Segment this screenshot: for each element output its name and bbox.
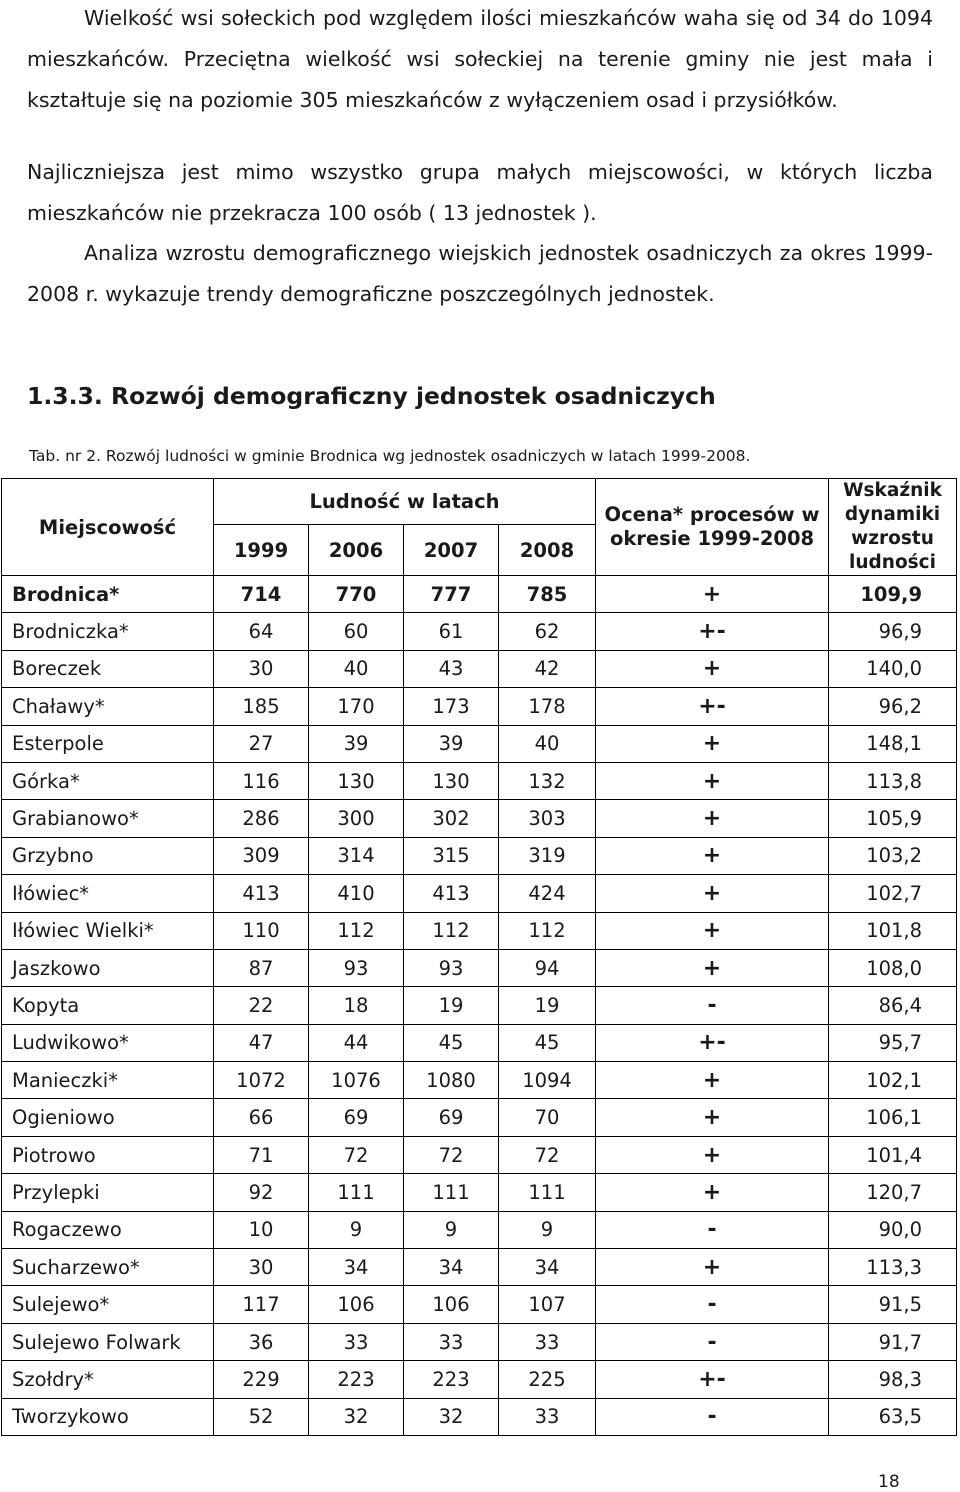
cell-2008: 112 (499, 912, 596, 949)
cell-place: Sulejewo* (2, 1286, 214, 1323)
cell-place: Grabianowo* (2, 800, 214, 837)
cell-place: Przylepki (2, 1174, 214, 1211)
header-miejscowosc: Miejscowość (2, 479, 214, 576)
cell-place: Esterpole (2, 725, 214, 762)
cell-growth-index: 102,1 (829, 1062, 957, 1099)
table-row (2, 613, 957, 650)
table-body (2, 576, 957, 1436)
cell-2007: 32 (404, 1398, 499, 1435)
cell-2007: 106 (404, 1286, 499, 1323)
cell-growth-index: 86,4 (829, 987, 957, 1024)
cell-growth-index: 98,3 (829, 1361, 957, 1398)
cell-2008: 33 (499, 1398, 596, 1435)
cell-growth-index: 120,7 (829, 1174, 957, 1211)
cell-place: Chaławy* (2, 688, 214, 725)
cell-assessment: - (596, 987, 829, 1024)
cell-1999: 47 (214, 1024, 309, 1061)
table-row (2, 1249, 957, 1286)
cell-2007: 315 (404, 837, 499, 874)
table-row (2, 1211, 957, 1248)
cell-growth-index: 91,7 (829, 1323, 957, 1360)
cell-growth-index: 102,7 (829, 875, 957, 912)
cell-2007: 413 (404, 875, 499, 912)
cell-1999: 71 (214, 1136, 309, 1173)
cell-place: Boreczek (2, 650, 214, 687)
cell-growth-index: 105,9 (829, 800, 957, 837)
table-row (2, 800, 957, 837)
paragraph-intro: Wielkość wsi sołeckich pod względem ilości mieszkańców waha się od 34 do 1094 mieszkańców. Przeciętna wielkość wsi sołeckiej na terenie gminy nie jest mała i kształtuje się na poziomie 305 mieszkańców z wyłączeniem osad i przysiółków. (27, 6, 933, 112)
cell-place: Ludwikowo* (2, 1024, 214, 1061)
table-row (2, 1323, 957, 1360)
cell-1999: 27 (214, 725, 309, 762)
cell-2007: 223 (404, 1361, 499, 1398)
cell-place: Ogieniowo (2, 1099, 214, 1136)
cell-2008: 62 (499, 613, 596, 650)
paragraph-analysis: Analiza wzrostu demograficznego wiejskich jednostek osadniczych za okres 1999-2008 r. wykazuje trendy demograficzne poszczególnych jednostek. (27, 241, 933, 306)
cell-2008: 319 (499, 837, 596, 874)
cell-2006: 223 (309, 1361, 404, 1398)
cell-assessment: + (596, 800, 829, 837)
cell-1999: 1072 (214, 1062, 309, 1099)
cell-2006: 18 (309, 987, 404, 1024)
table-row (2, 1174, 957, 1211)
cell-assessment: + (596, 1136, 829, 1173)
cell-place: Rogaczewo (2, 1211, 214, 1248)
cell-assessment: + (596, 1174, 829, 1211)
cell-2006: 39 (309, 725, 404, 762)
cell-2007: 1080 (404, 1062, 499, 1099)
cell-2006: 1076 (309, 1062, 404, 1099)
cell-assessment: + (596, 1062, 829, 1099)
cell-place: Sulejewo Folwark (2, 1323, 214, 1360)
cell-place: Brodnica* (2, 576, 214, 613)
cell-1999: 64 (214, 613, 309, 650)
cell-2006: 111 (309, 1174, 404, 1211)
cell-2006: 72 (309, 1136, 404, 1173)
cell-1999: 185 (214, 688, 309, 725)
cell-place: Górka* (2, 762, 214, 799)
cell-assessment: +- (596, 1024, 829, 1061)
cell-1999: 714 (214, 576, 309, 613)
table-row (2, 912, 957, 949)
cell-1999: 10 (214, 1211, 309, 1248)
cell-1999: 52 (214, 1398, 309, 1435)
cell-2008: 111 (499, 1174, 596, 1211)
cell-place: Jaszkowo (2, 949, 214, 986)
cell-2006: 130 (309, 762, 404, 799)
table-row (2, 725, 957, 762)
cell-2008: 132 (499, 762, 596, 799)
cell-growth-index: 96,9 (829, 613, 957, 650)
cell-2006: 40 (309, 650, 404, 687)
cell-1999: 22 (214, 987, 309, 1024)
cell-growth-index: 96,2 (829, 688, 957, 725)
table-row (2, 1099, 957, 1136)
cell-growth-index: 90,0 (829, 1211, 957, 1248)
cell-growth-index: 106,1 (829, 1099, 957, 1136)
cell-2008: 785 (499, 576, 596, 613)
table-row (2, 987, 957, 1024)
cell-1999: 117 (214, 1286, 309, 1323)
cell-assessment: + (596, 576, 829, 613)
cell-1999: 30 (214, 650, 309, 687)
cell-2006: 112 (309, 912, 404, 949)
cell-2007: 173 (404, 688, 499, 725)
cell-assessment: + (596, 1249, 829, 1286)
cell-growth-index: 103,2 (829, 837, 957, 874)
cell-2007: 130 (404, 762, 499, 799)
cell-2008: 70 (499, 1099, 596, 1136)
cell-2006: 410 (309, 875, 404, 912)
cell-2007: 111 (404, 1174, 499, 1211)
table-row (2, 837, 957, 874)
cell-growth-index: 101,4 (829, 1136, 957, 1173)
cell-2007: 112 (404, 912, 499, 949)
cell-place: Tworzykowo (2, 1398, 214, 1435)
header-year: 2007 (404, 525, 499, 576)
cell-place: Manieczki* (2, 1062, 214, 1099)
cell-2008: 42 (499, 650, 596, 687)
table-row (2, 1286, 957, 1323)
section-heading: 1.3.3. Rozwój demograficzny jednostek osadniczych (27, 382, 716, 410)
table-caption: Tab. nr 2. Rozwój ludności w gminie Brodnica wg jednostek osadniczych w latach 1999-2008. (29, 447, 751, 465)
cell-growth-index: 91,5 (829, 1286, 957, 1323)
cell-2008: 1094 (499, 1062, 596, 1099)
population-table (1, 478, 957, 1436)
cell-assessment: + (596, 762, 829, 799)
cell-2006: 33 (309, 1323, 404, 1360)
table-row (2, 1024, 957, 1061)
cell-1999: 116 (214, 762, 309, 799)
cell-growth-index: 148,1 (829, 725, 957, 762)
cell-place: Sucharzewo* (2, 1249, 214, 1286)
cell-1999: 286 (214, 800, 309, 837)
cell-assessment: + (596, 1099, 829, 1136)
cell-1999: 413 (214, 875, 309, 912)
cell-2007: 33 (404, 1323, 499, 1360)
cell-2006: 60 (309, 613, 404, 650)
cell-place: Grzybno (2, 837, 214, 874)
cell-2007: 19 (404, 987, 499, 1024)
cell-2008: 33 (499, 1323, 596, 1360)
cell-growth-index: 108,0 (829, 949, 957, 986)
header-year: 2008 (499, 525, 596, 576)
cell-assessment: - (596, 1286, 829, 1323)
page-number: 18 (878, 1472, 900, 1492)
cell-assessment: - (596, 1398, 829, 1435)
cell-1999: 87 (214, 949, 309, 986)
cell-2006: 44 (309, 1024, 404, 1061)
cell-2008: 107 (499, 1286, 596, 1323)
cell-2006: 93 (309, 949, 404, 986)
cell-assessment: +- (596, 688, 829, 725)
cell-2007: 9 (404, 1211, 499, 1248)
cell-2006: 106 (309, 1286, 404, 1323)
cell-2008: 424 (499, 875, 596, 912)
cell-growth-index: 63,5 (829, 1398, 957, 1435)
cell-assessment: + (596, 725, 829, 762)
table-row (2, 1062, 957, 1099)
cell-growth-index: 113,8 (829, 762, 957, 799)
table-row (2, 1398, 957, 1435)
cell-assessment: +- (596, 1361, 829, 1398)
header-year: 2006 (309, 525, 404, 576)
header-year: 1999 (214, 525, 309, 576)
cell-2008: 9 (499, 1211, 596, 1248)
cell-place: Iłówiec* (2, 875, 214, 912)
cell-assessment: - (596, 1323, 829, 1360)
table-row (2, 762, 957, 799)
cell-growth-index: 109,9 (829, 576, 957, 613)
cell-2007: 39 (404, 725, 499, 762)
cell-2008: 34 (499, 1249, 596, 1286)
cell-2007: 69 (404, 1099, 499, 1136)
table-row (2, 949, 957, 986)
cell-place: Kopyta (2, 987, 214, 1024)
cell-growth-index: 140,0 (829, 650, 957, 687)
cell-2008: 94 (499, 949, 596, 986)
table-row (2, 650, 957, 687)
cell-1999: 30 (214, 1249, 309, 1286)
cell-2006: 300 (309, 800, 404, 837)
cell-2007: 302 (404, 800, 499, 837)
table-row (2, 1136, 957, 1173)
header-wskaznik: Wskaźnik dynamiki wzrostu ludności (829, 479, 957, 576)
cell-place: Brodniczka* (2, 613, 214, 650)
table-row (2, 1361, 957, 1398)
table-row (2, 688, 957, 725)
cell-2007: 777 (404, 576, 499, 613)
cell-2008: 19 (499, 987, 596, 1024)
cell-2006: 9 (309, 1211, 404, 1248)
cell-place: Piotrowo (2, 1136, 214, 1173)
cell-2007: 45 (404, 1024, 499, 1061)
cell-assessment: - (596, 1211, 829, 1248)
header-ocena: Ocena* procesów w okresie 1999-2008 (596, 479, 829, 576)
cell-assessment: + (596, 912, 829, 949)
cell-place: Iłówiec Wielki* (2, 912, 214, 949)
cell-1999: 309 (214, 837, 309, 874)
cell-2008: 72 (499, 1136, 596, 1173)
cell-2006: 170 (309, 688, 404, 725)
cell-2008: 178 (499, 688, 596, 725)
table-row (2, 576, 957, 613)
cell-2008: 303 (499, 800, 596, 837)
cell-2008: 45 (499, 1024, 596, 1061)
cell-assessment: +- (596, 613, 829, 650)
cell-2007: 72 (404, 1136, 499, 1173)
cell-1999: 66 (214, 1099, 309, 1136)
cell-growth-index: 113,3 (829, 1249, 957, 1286)
table-row (2, 875, 957, 912)
cell-2008: 225 (499, 1361, 596, 1398)
cell-assessment: + (596, 650, 829, 687)
cell-2007: 61 (404, 613, 499, 650)
cell-assessment: + (596, 949, 829, 986)
cell-2007: 34 (404, 1249, 499, 1286)
cell-2006: 770 (309, 576, 404, 613)
cell-2006: 32 (309, 1398, 404, 1435)
cell-2006: 69 (309, 1099, 404, 1136)
cell-2006: 314 (309, 837, 404, 874)
cell-growth-index: 101,8 (829, 912, 957, 949)
cell-1999: 92 (214, 1174, 309, 1211)
cell-1999: 36 (214, 1323, 309, 1360)
cell-growth-index: 95,7 (829, 1024, 957, 1061)
cell-2007: 93 (404, 949, 499, 986)
cell-2007: 43 (404, 650, 499, 687)
cell-assessment: + (596, 875, 829, 912)
header-ludnosc: Ludność w latach (214, 479, 596, 525)
paragraph-small-villages: Najliczniejsza jest mimo wszystko grupa małych miejscowości, w których liczba mieszkańców nie przekracza 100 osób ( 13 jednostek ). (27, 160, 933, 225)
cell-assessment: + (596, 837, 829, 874)
cell-2008: 40 (499, 725, 596, 762)
cell-2006: 34 (309, 1249, 404, 1286)
cell-1999: 110 (214, 912, 309, 949)
cell-1999: 229 (214, 1361, 309, 1398)
cell-place: Szołdry* (2, 1361, 214, 1398)
